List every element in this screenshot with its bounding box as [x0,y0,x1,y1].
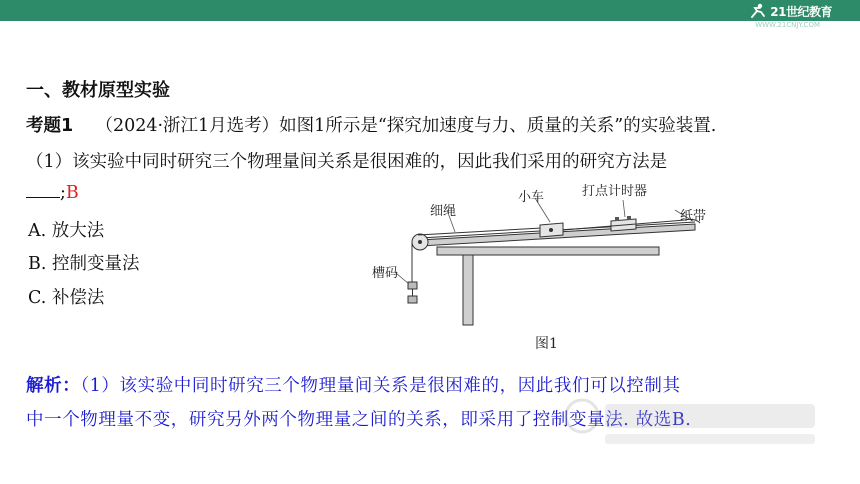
table-leg [463,255,473,325]
timer-terminal-2 [627,216,631,220]
option-c: C. 补偿法 [28,288,105,308]
logo-url: WWW.21CNJY.COM [755,21,820,29]
label-tape: 纸带 [680,209,707,224]
analysis-text-1: （1）该实验中同时研究三个物理量间关系是很困难的，因此我们可以控制其 [80,376,681,396]
option-b: B. 控制变量法 [28,254,140,274]
answer-text: B [65,183,79,203]
analysis-line-2: 中一个物理量不变，研究另外两个物理量之间的关系，即采用了控制变量法. 故选B. [26,410,692,430]
label-timer: 打点计时器 [582,184,648,199]
table-top [437,247,659,255]
label-weights: 槽码 [372,266,399,281]
label-cart: 小车 [518,190,545,205]
question-stem: （2024·浙江1月选考）如图1所示是“探究加速度与力、质量的关系”的实验装置. [95,116,717,136]
weight-1 [408,282,417,289]
question-label: 考题1 [26,116,74,136]
section-title: 一、教材原型实验 [26,80,170,101]
pulley-axle [418,240,422,244]
option-a: A. 放大法 [28,221,105,241]
answer-blank [26,183,60,198]
timer-terminal-1 [615,217,619,221]
answer-separator: ; [60,183,66,203]
figure-caption: 图1 [535,336,558,352]
brand-logo [749,2,832,20]
logo-text: 21世纪教育 [770,4,832,19]
sub-question-1: （1）该实验中同时研究三个物理量间关系是很困难的，因此我们采用的研究方法是 [26,152,668,172]
runner-logo-icon [749,3,767,19]
watermark-logo-icon [560,394,830,454]
weight-2 [408,296,417,303]
question-stem-line [26,112,716,137]
label-string: 细绳 [430,204,457,219]
analysis-label: 解析： [26,376,81,396]
cart-hook [549,228,553,232]
answer-line [26,183,79,203]
top-banner [0,0,860,21]
timer-leader [623,200,625,217]
